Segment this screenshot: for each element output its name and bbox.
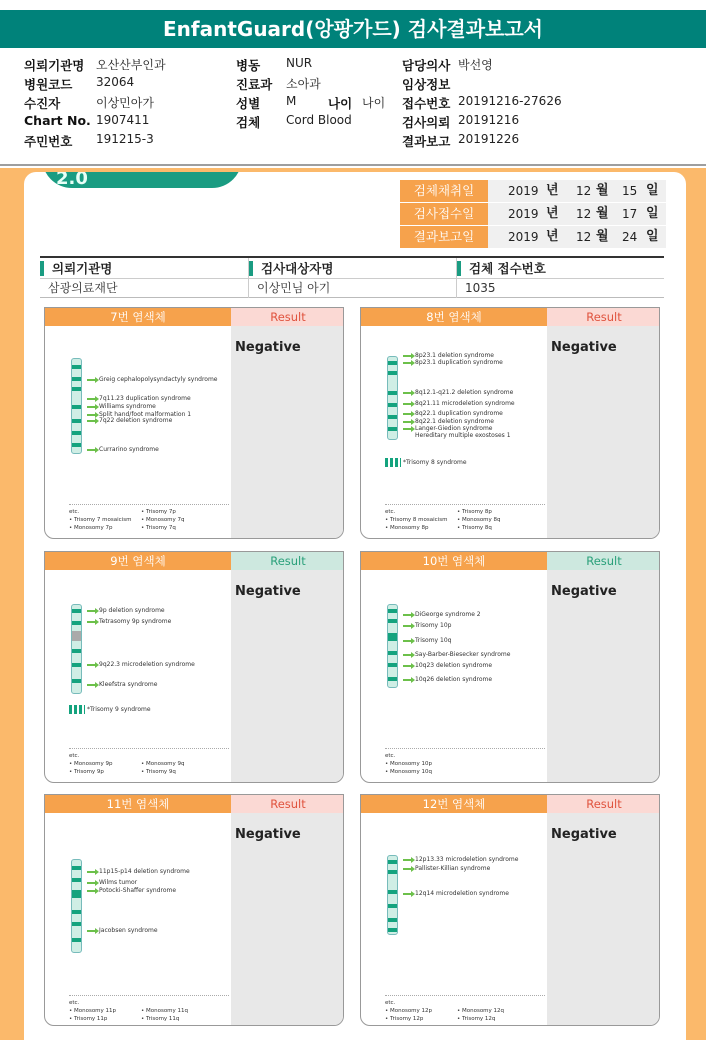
info-value: 20191216: [458, 113, 520, 127]
etc-list: etc. • Monosomy 10p • Monosomy 10q: [385, 748, 545, 760]
date-day-unit: 일: [646, 206, 659, 221]
info-value: 20191216-27626: [458, 94, 562, 108]
version-label: 2.0: [56, 172, 88, 189]
card-title: 11번 염색체: [45, 795, 231, 813]
result-panel: [231, 813, 344, 1026]
syndrome-annotation: 8p23.1 deletion syndrome: [403, 351, 494, 361]
record-value: 이상민님 아기: [257, 281, 331, 295]
date-month: 12: [576, 184, 592, 198]
info-label: 검체: [236, 115, 261, 130]
result-panel: [547, 813, 660, 1026]
info-label: 수진자: [24, 96, 61, 111]
info-value: 32064: [96, 75, 135, 89]
chromosome-ideogram: [71, 358, 82, 454]
date-row: [400, 226, 666, 248]
date-table: [400, 180, 666, 249]
record-value: 삼광의료재단: [48, 281, 118, 295]
record-header: 의뢰기관명: [40, 258, 248, 279]
result-value: Negative: [551, 340, 617, 355]
syndrome-annotation: 10q23 deletion syndrome: [403, 661, 492, 671]
syndrome-annotation: DiGeorge syndrome 2: [403, 610, 481, 620]
date-year-unit: 년: [546, 183, 559, 198]
result-value: Negative: [235, 340, 301, 355]
info-divider: [0, 164, 706, 166]
report-page: [24, 172, 686, 1040]
report-title: EnfantGuard(앙팡가드) 검사결과보고서: [0, 10, 706, 48]
trisomy-note: *Trisomy 9 syndrome: [69, 705, 151, 715]
date-month: 12: [576, 230, 592, 244]
patient-info: [24, 56, 704, 156]
syndrome-annotation: Wilms tumor: [87, 878, 137, 888]
result-value: Negative: [551, 827, 617, 842]
card-title: 12번 염색체: [361, 795, 547, 813]
syndrome-annotation: 7q11.23 duplication syndrome: [87, 394, 191, 404]
syndrome-annotation: Hereditary multiple exostoses 1: [415, 432, 511, 439]
syndrome-annotation: Williams syndrome: [87, 402, 156, 412]
info-value: 191215-3: [96, 132, 154, 146]
info-label: 주민번호: [24, 134, 73, 149]
syndrome-annotation: 12p13.33 microdeletion syndrome: [403, 855, 518, 865]
info-value: Cord Blood: [286, 113, 352, 127]
record-header: 검사대상자명: [249, 258, 456, 279]
chromosome-ideogram: [387, 356, 398, 440]
result-header: Result: [547, 795, 660, 813]
info-label: 검사의뢰: [402, 115, 451, 130]
etc-list: etc. • Trisomy 7 mosaicism • Monosomy 7p • Trisomy 7p • Monosomy 7q • Trisomy 7q: [69, 504, 229, 516]
info-row: [24, 75, 704, 94]
date-row: [400, 180, 666, 202]
result-panel: [231, 570, 344, 783]
syndrome-annotation: 8q21.11 microdeletion syndrome: [403, 399, 515, 409]
date-year-unit: 년: [546, 206, 559, 221]
date-month-unit: 월: [596, 183, 609, 198]
info-label: 성별: [236, 96, 261, 111]
syndrome-annotation: 9q22.3 microdeletion syndrome: [87, 660, 195, 670]
info-value: 오산산부인과: [96, 58, 166, 72]
date-label: 검사접수일: [400, 203, 488, 225]
info-value: NUR: [286, 56, 313, 70]
chromosome-card-12: [360, 794, 660, 1026]
date-label: 결과보고일: [400, 226, 488, 248]
etc-list: etc. • Monosomy 9p • Trisomy 9p • Monosomy 9q • Trisomy 9q: [69, 748, 229, 760]
chromosome-card-11: [44, 794, 344, 1026]
info-row: [24, 56, 704, 75]
syndrome-annotation: Kleefstra syndrome: [87, 680, 157, 690]
info-value: 박선영: [458, 58, 493, 72]
result-header: Result: [231, 308, 344, 326]
age-label: 나이: [328, 96, 353, 111]
syndrome-annotation: Greig cephalopolysyndactyly syndrome: [87, 375, 218, 385]
info-label: 접수번호: [402, 96, 451, 111]
chromosome-ideogram: [71, 604, 82, 694]
date-month-unit: 월: [596, 229, 609, 244]
chromosome-ideogram: [71, 859, 82, 953]
info-row: [24, 132, 704, 151]
info-label: 병원코드: [24, 77, 73, 92]
record-header: 검체 접수번호: [457, 258, 664, 279]
result-panel: [547, 570, 660, 783]
syndrome-annotation: Split hand/foot malformation 1: [87, 410, 191, 420]
result-header: Result: [231, 795, 344, 813]
date-day-unit: 일: [646, 229, 659, 244]
date-day: 17: [622, 207, 638, 221]
record-column: [456, 258, 664, 298]
syndrome-annotation: 10q26 deletion syndrome: [403, 675, 492, 685]
info-label: 임상정보: [402, 77, 451, 92]
date-label: 검체채취일: [400, 180, 488, 202]
syndrome-annotation: Langer-Giedion syndrome: [403, 424, 492, 434]
syndrome-annotation: Tetrasomy 9p syndrome: [87, 617, 171, 627]
info-row: [24, 94, 704, 113]
syndrome-annotation: 9p deletion syndrome: [87, 606, 165, 616]
result-panel: [231, 326, 344, 539]
info-label: 의뢰기관명: [24, 58, 85, 73]
card-title: 8번 염색체: [361, 308, 547, 326]
syndrome-annotation: 7q22 deletion syndrome: [87, 416, 172, 426]
syndrome-annotation: 8q22.1 duplication syndrome: [403, 409, 503, 419]
info-value: 1907411: [96, 113, 150, 127]
info-value: 이상민아가: [96, 96, 154, 110]
syndrome-annotation: 8q22.1 deletion syndrome: [403, 417, 494, 427]
card-title: 9번 염색체: [45, 552, 231, 570]
syndrome-annotation: Pallister-Killian syndrome: [403, 864, 490, 874]
syndrome-annotation: 8p23.1 duplication syndrome: [403, 358, 503, 368]
chromosome-card-8: [360, 307, 660, 539]
card-title: 7번 염색체: [45, 308, 231, 326]
date-year: 2019: [508, 230, 539, 244]
card-title: 10번 염색체: [361, 552, 547, 570]
info-row: [24, 113, 704, 132]
syndrome-annotation: 12q14 microdeletion syndrome: [403, 889, 509, 899]
record-value: 1035: [465, 281, 496, 295]
etc-list: etc. • Monosomy 12p • Trisomy 12p • Monosomy 12q • Trisomy 12q: [385, 995, 545, 1007]
syndrome-annotation: Trisomy 10q: [403, 636, 451, 646]
date-year: 2019: [508, 184, 539, 198]
date-year: 2019: [508, 207, 539, 221]
chromosome-card-10: [360, 551, 660, 783]
syndrome-annotation: Currarino syndrome: [87, 445, 159, 455]
syndrome-annotation: 11p15-p14 deletion syndrome: [87, 867, 190, 877]
record-column: [248, 258, 456, 298]
result-header: Result: [547, 552, 660, 570]
date-row: [400, 203, 666, 225]
syndrome-annotation: Potocki-Shaffer syndrome: [87, 886, 176, 896]
date-year-unit: 년: [546, 229, 559, 244]
date-month-unit: 월: [596, 206, 609, 221]
record-column: [40, 258, 248, 298]
result-header: Result: [547, 308, 660, 326]
info-label: 결과보고: [402, 134, 451, 149]
date-day: 24: [622, 230, 638, 244]
info-value: 20191226: [458, 132, 520, 146]
chromosome-ideogram: [387, 855, 398, 935]
date-day: 15: [622, 184, 638, 198]
info-label: 진료과: [236, 77, 273, 92]
result-value: Negative: [235, 584, 301, 599]
chromosome-card-9: [44, 551, 344, 783]
result-value: Negative: [235, 827, 301, 842]
result-panel: [547, 326, 660, 539]
info-label: Chart No.: [24, 113, 91, 128]
chromosome-ideogram: [387, 604, 398, 688]
syndrome-annotation: Jacobsen syndrome: [87, 926, 158, 936]
info-label: 담당의사: [402, 58, 451, 73]
syndrome-annotation: Say-Barber-Biesecker syndrome: [403, 650, 510, 660]
syndrome-annotation: 8q12.1-q21.2 deletion syndrome: [403, 388, 513, 398]
date-day-unit: 일: [646, 183, 659, 198]
age-value: 나이: [362, 96, 386, 110]
info-label: 병동: [236, 58, 261, 73]
etc-list: etc. • Trisomy 8 mosaicism • Monosomy 8p • Trisomy 8p • Monosomy 8q • Trisomy 8q: [385, 504, 545, 516]
result-value: Negative: [551, 584, 617, 599]
trisomy-note: *Trisomy 8 syndrome: [385, 458, 467, 468]
chromosome-card-7: [44, 307, 344, 539]
info-value: M: [286, 94, 297, 108]
sample-record-table: [40, 256, 664, 298]
etc-list: etc. • Monosomy 11p • Trisomy 11p • Monosomy 11q • Trisomy 11q: [69, 995, 229, 1007]
date-month: 12: [576, 207, 592, 221]
syndrome-annotation: Trisomy 10p: [403, 621, 451, 631]
result-header: Result: [231, 552, 344, 570]
info-value: 소아과: [286, 77, 321, 91]
